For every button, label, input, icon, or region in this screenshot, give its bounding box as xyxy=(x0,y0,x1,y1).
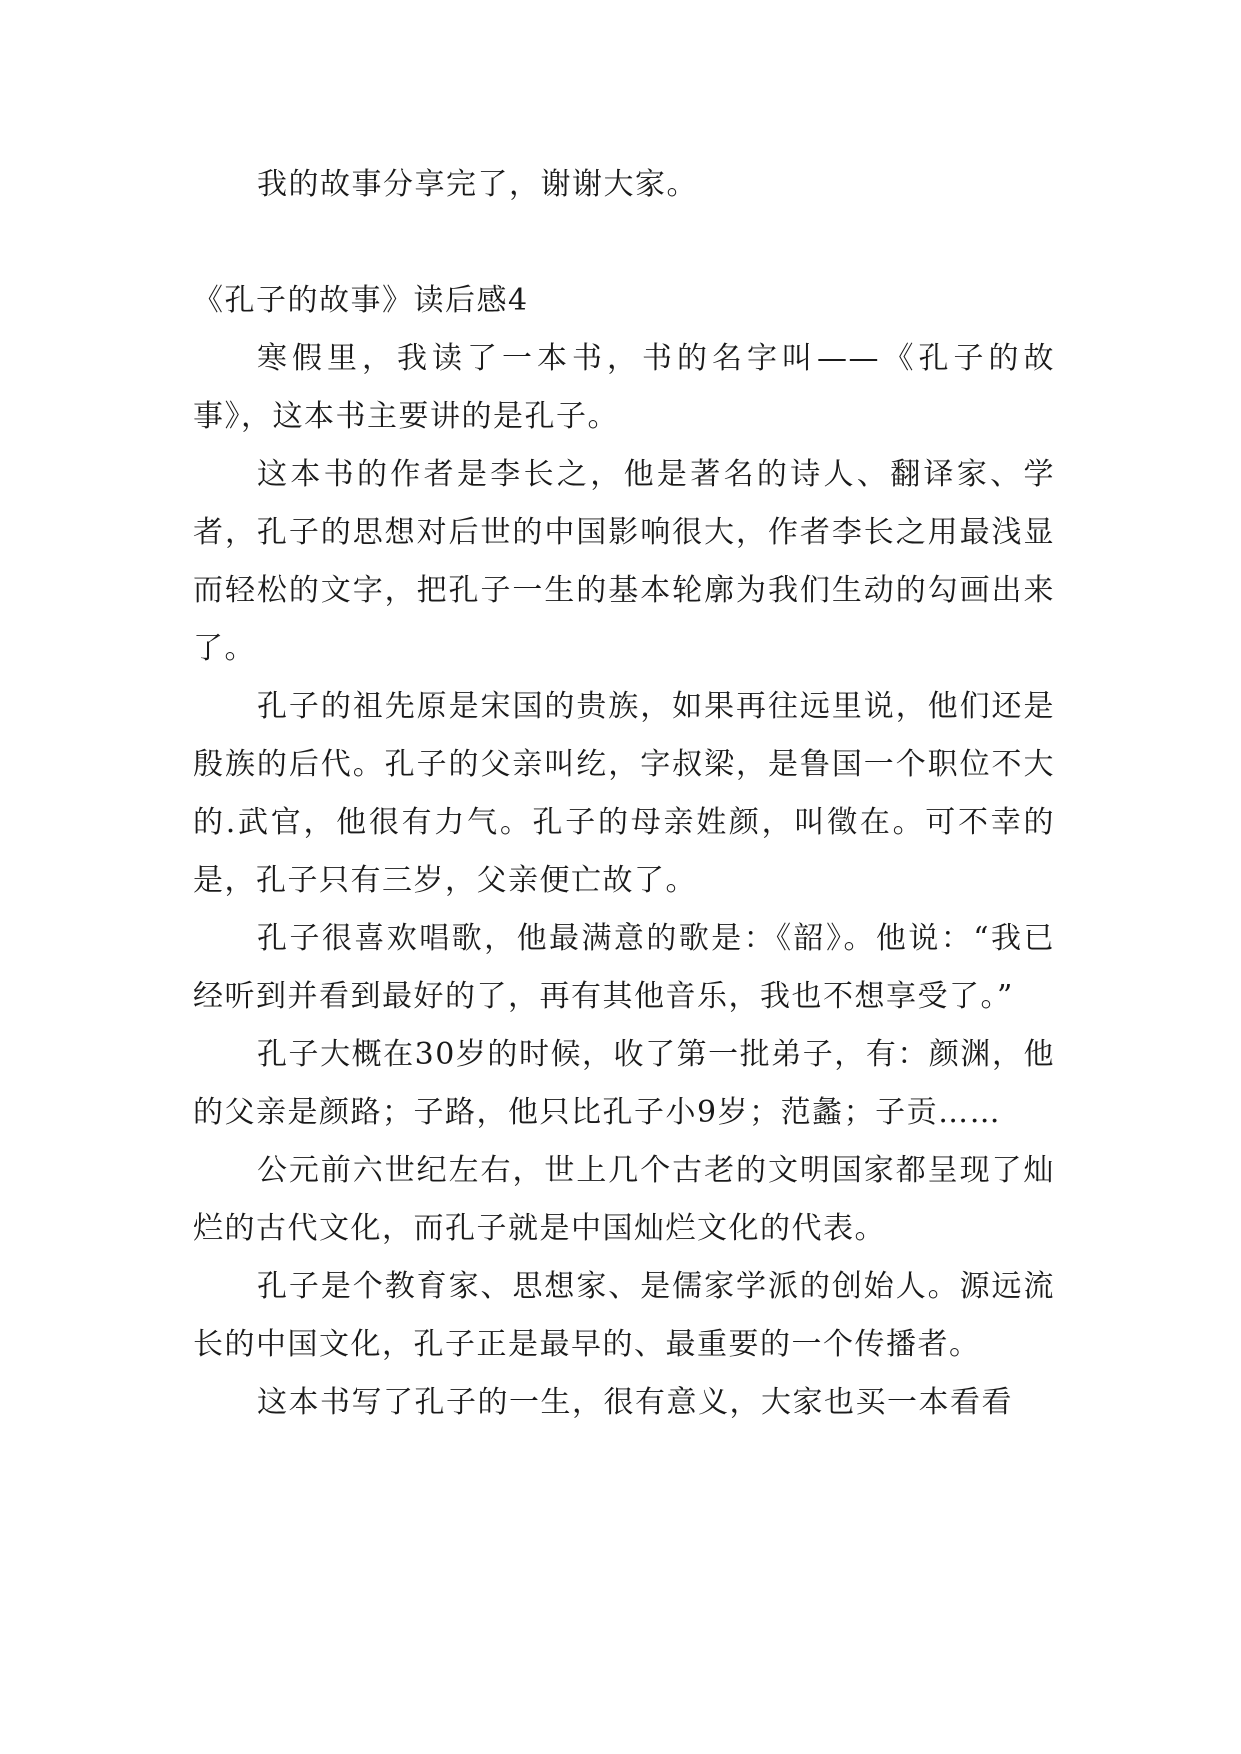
essay-paragraph: 孔子大概在30岁的时候，收了第一批弟子，有：颜渊，他的父亲是颜路；子路，他只比孔子小9岁；范蠡；子贡…… xyxy=(193,1037,1055,1130)
closing-paragraph: 我的故事分享完了，谢谢大家。 xyxy=(257,167,698,202)
essay-paragraph: 公元前六世纪左右，世上几个古老的文明国家都呈现了灿烂的古代文化，而孔子就是中国灿烂文化的代表。 xyxy=(193,1153,1055,1246)
essay-title: 《孔子的故事》读后感4 xyxy=(193,283,529,318)
essay-paragraph: 这本书写了孔子的一生，很有意义，大家也买一本看看 xyxy=(257,1385,1013,1420)
essay-paragraph: 孔子的祖先原是宋国的贵族，如果再往远里说，他们还是殷族的后代。孔子的父亲叫纥，字叔梁，是鲁国一个职位不大的.武官，他很有力气。孔子的母亲姓颜，叫徵在。可不幸的是，孔子只有三岁，父亲便亡故了。 xyxy=(193,689,1055,898)
essay-paragraph: 寒假里，我读了一本书，书的名字叫——《孔子的故事》，这本书主要讲的是孔子。 xyxy=(193,341,1055,434)
essay-paragraph: 孔子是个教育家、思想家、是儒家学派的创始人。源远流长的中国文化，孔子正是最早的、最重要的一个传播者。 xyxy=(193,1269,1055,1362)
previous-essay-ending xyxy=(193,156,1055,214)
essay-paragraph: 这本书的作者是李长之，他是著名的诗人、翻译家、学者，孔子的思想对后世的中国影响很大，作者李长之用最浅显而轻松的文字，把孔子一生的基本轮廓为我们生动的勾画出来了。 xyxy=(193,457,1055,666)
essay-section xyxy=(193,272,1055,1432)
essay-paragraph: 孔子很喜欢唱歌，他最满意的歌是：《韶》。他说：“我已经听到并看到最好的了，再有其他音乐，我也不想享受了。” xyxy=(193,921,1055,1014)
